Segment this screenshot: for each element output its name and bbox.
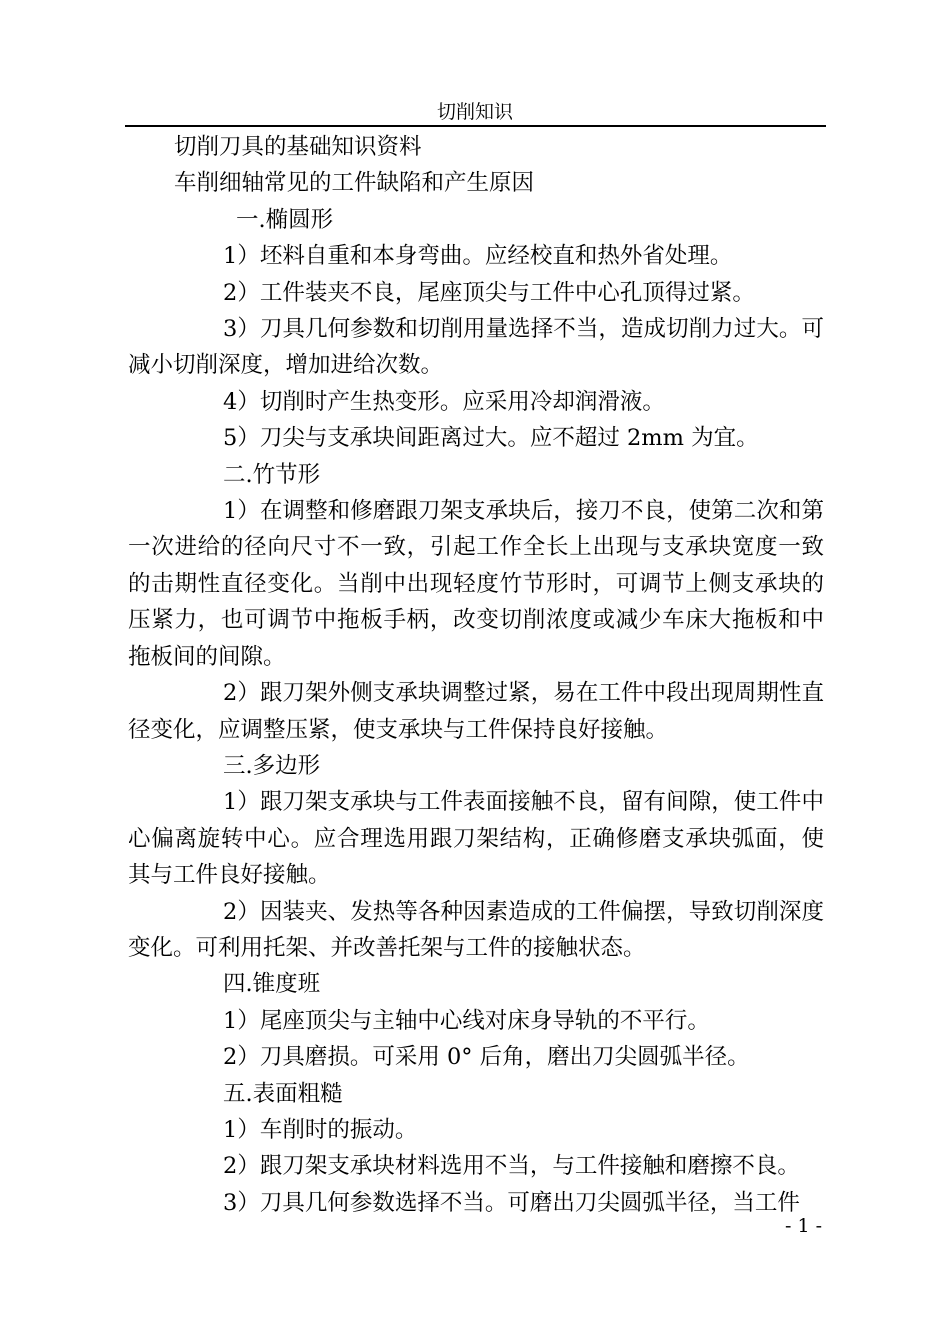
list-item: 2）工件装夹不良，尾座顶尖与工件中心孔顶得过紧。 [223, 279, 755, 306]
list-item: 3）刀具几何参数选择不当。可磨出刀尖圆弧半径，当工件 [223, 1189, 800, 1216]
list-item: 5）刀尖与支承块间距离过大。应不超过 2mm 为宜。 [223, 425, 759, 452]
list-item: 2）跟刀架外侧支承块调整过紧，易在工件中段出现周期性直径变化，应调整压紧，使支承块与工件保持良好接触。 [128, 680, 824, 743]
list-item: 1）在调整和修磨跟刀架支承块后，接刀不良，使第二次和第一次进给的径向尺寸不一致，引起工作全长上出现与支承块宽度一致的击期性直径变化。当削中出现轻度竹节形时，可调节上侧支承块的压紧力，也可调节中拖板手柄，改变切削浓度或减少车床大拖板和中拖板间的间隙。 [128, 498, 824, 670]
list-item: 2）因装夹、发热等各种因素造成的工件偏摆，导致切削深度变化。可利用托架、并改善托架与工件的接触状态。 [128, 898, 824, 961]
section-heading: 二.竹节形 [223, 461, 321, 488]
section-heading: 五.表面粗糙 [223, 1080, 343, 1107]
list-item: 4）切削时产生热变形。应采用冷却润滑液。 [223, 388, 665, 415]
section-heading: 三.多边形 [223, 752, 321, 779]
document-subtitle: 车削细轴常见的工件缺陷和产生原因 [174, 170, 535, 197]
list-item: 1）尾座顶尖与主轴中心线对床身导轨的不平行。 [223, 1007, 710, 1034]
list-item: 2）刀具磨损。可采用 0° 后角，磨出刀尖圆弧半径。 [223, 1044, 750, 1071]
list-item: 1）跟刀架支承块与工件表面接触不良，留有间隙，使工件中心偏离旋转中心。应合理选用跟刀架结构，正确修磨支承块弧面，使其与工件良好接触。 [128, 789, 824, 889]
header-divider [125, 125, 826, 127]
section-heading: 四.锥度班 [223, 971, 321, 998]
list-item: 2）跟刀架支承块材料选用不当，与工件接触和磨擦不良。 [223, 1153, 800, 1180]
list-item: 1）车削时的振动。 [223, 1116, 418, 1143]
list-item: 1）坯料自重和本身弯曲。应经校直和热外省处理。 [223, 243, 733, 270]
document-title: 切削刀具的基础知识资料 [174, 134, 422, 160]
page-number: - 1 - [784, 1215, 822, 1237]
page-header-title: 切削知识 [436, 101, 513, 123]
section-heading: 一.椭圆形 [236, 206, 334, 233]
list-item: 3）刀具几何参数和切削用量选择不当，造成切削力过大。可减小切削深度，增加进给次数。 [128, 316, 824, 379]
document-body [128, 129, 824, 1221]
